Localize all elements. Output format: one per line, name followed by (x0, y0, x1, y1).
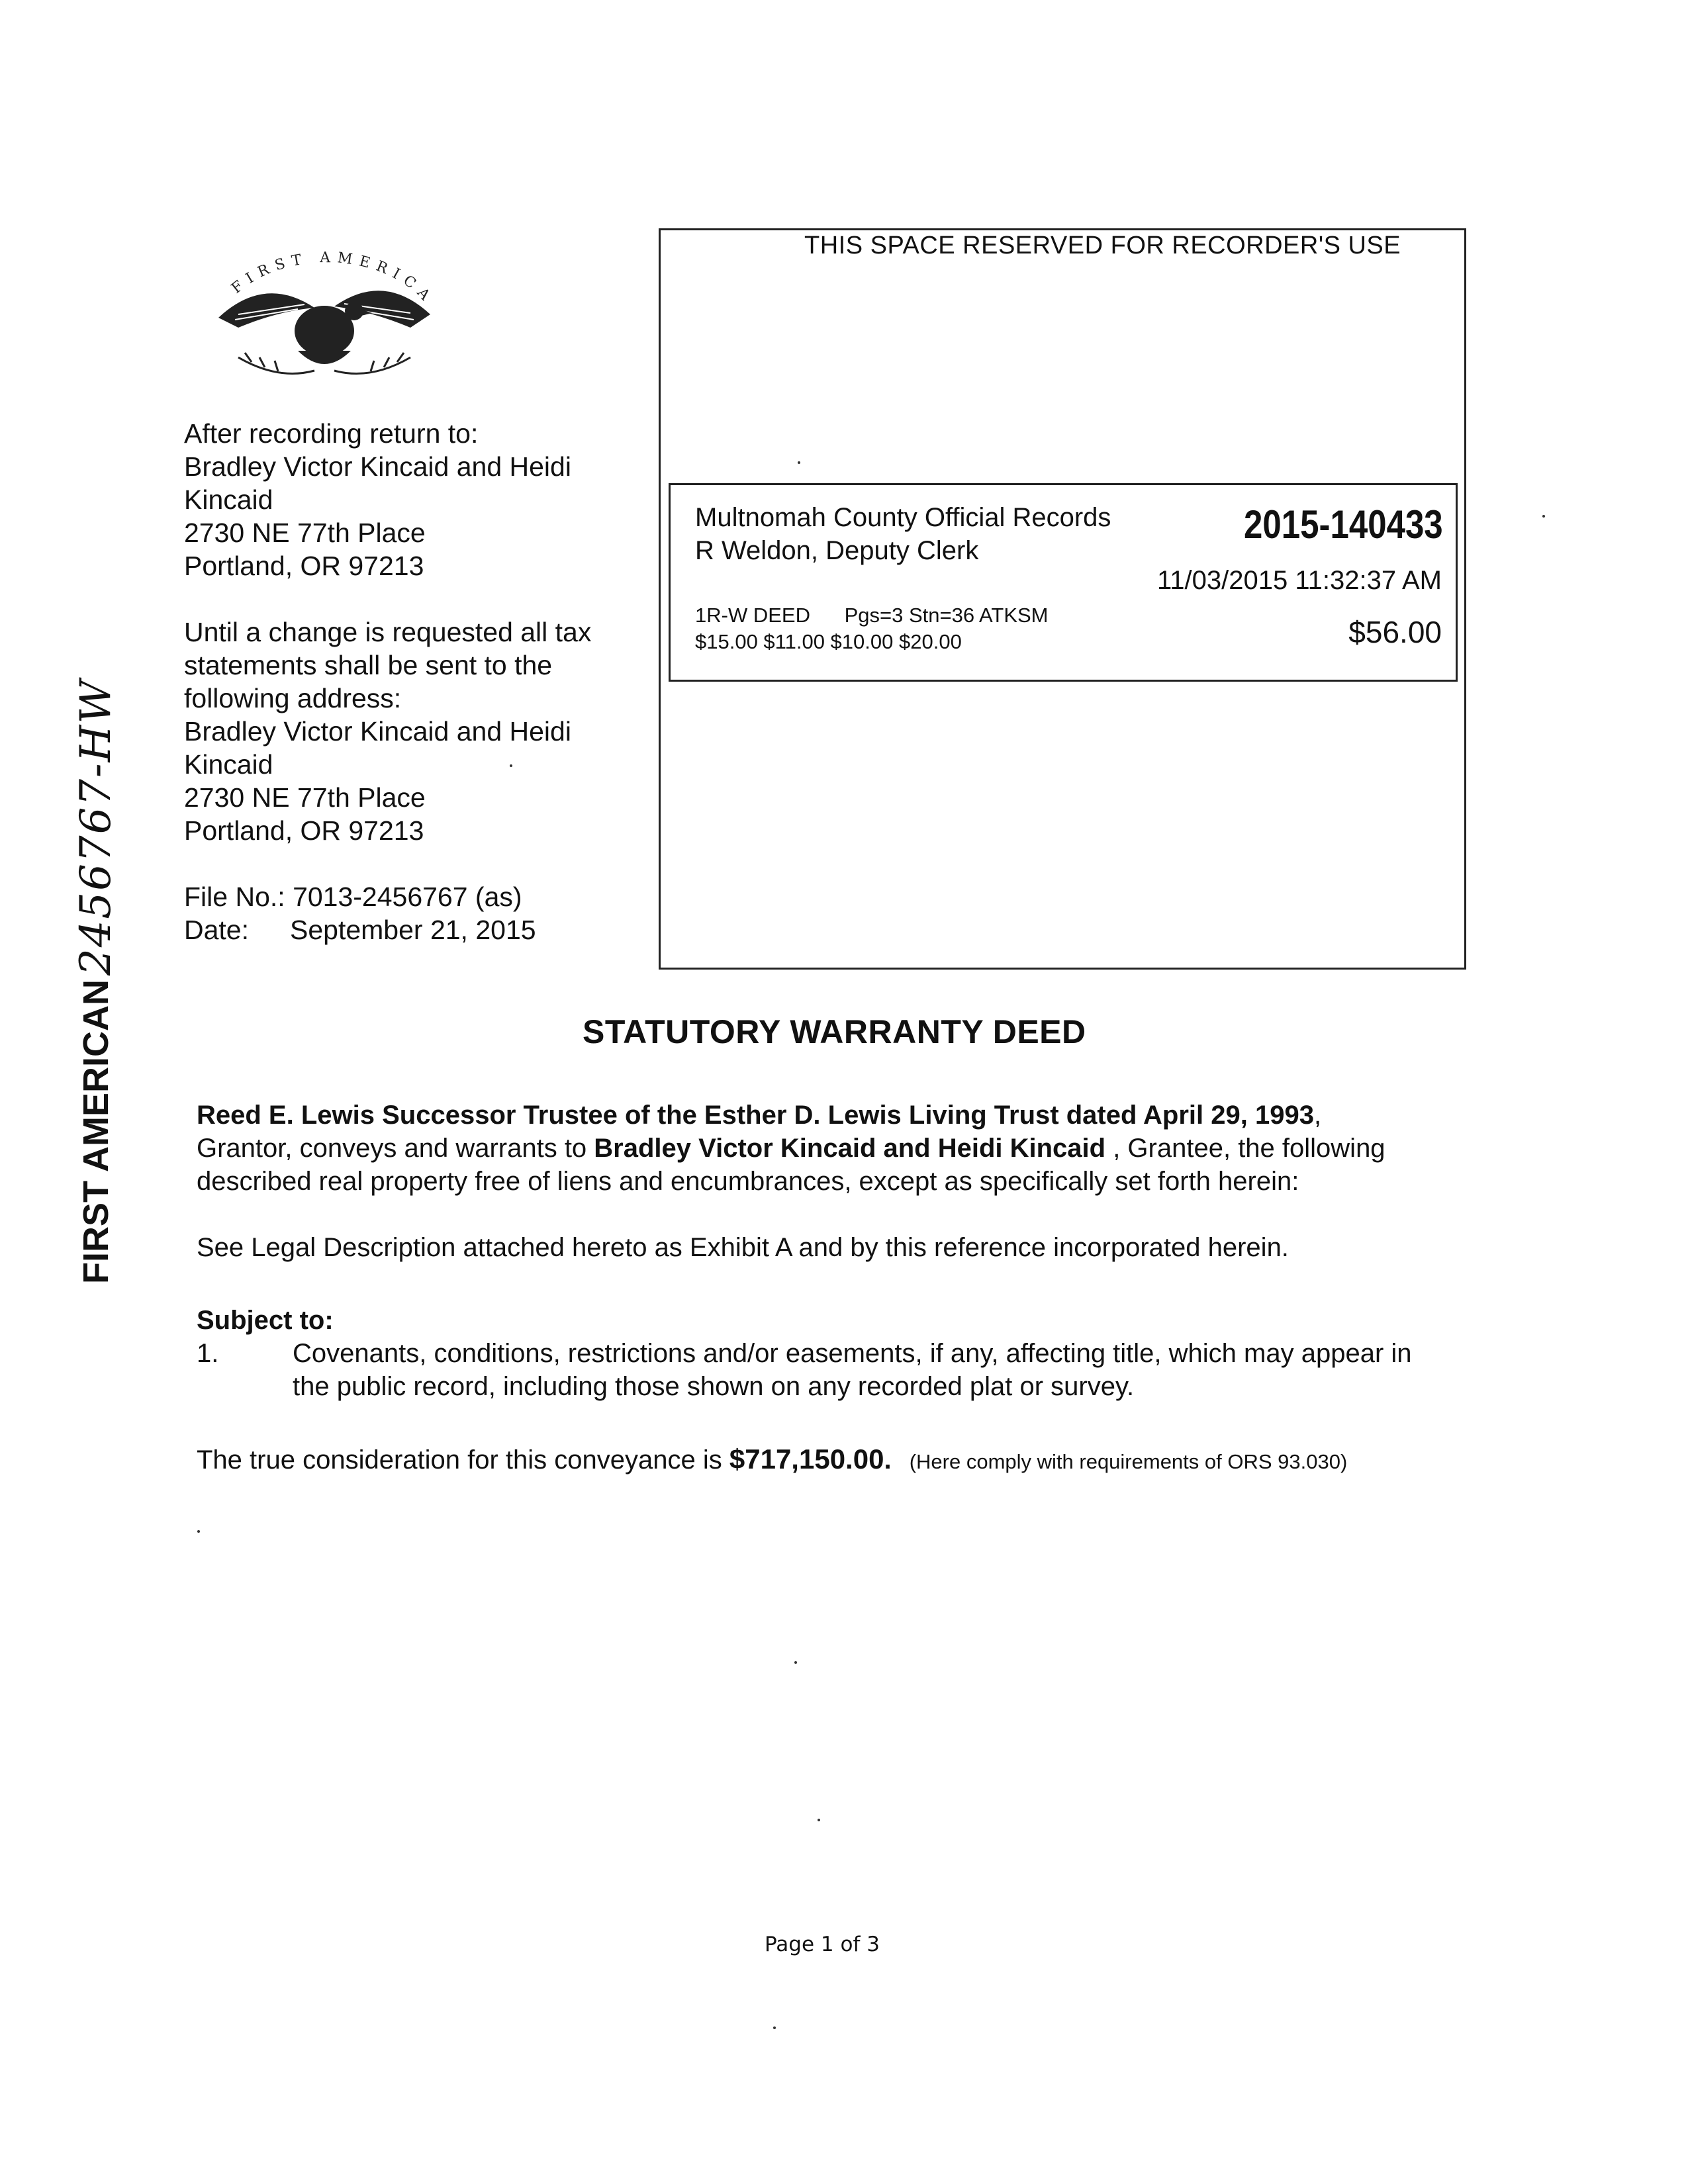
stamp-record-number: 2015-140433 (1244, 502, 1443, 547)
page-number: Page 1 of 3 (765, 1933, 880, 1956)
recorder-box-title: THIS SPACE RESERVED FOR RECORDER'S USE (804, 232, 1401, 259)
consideration (197, 1443, 1347, 1479)
tax-street: 2730 NE 77th Place (184, 782, 426, 813)
return-to-heading: After recording return to: (184, 418, 479, 449)
subject-item-number: 1. (197, 1339, 219, 1368)
scan-speck (1542, 515, 1545, 518)
scan-speck (794, 1661, 797, 1664)
scan-speck (510, 764, 512, 767)
grantor-suffix: , (1313, 1101, 1322, 1130)
return-to-street: 2730 NE 77th Place (184, 518, 426, 548)
stamp-clerk: R Weldon, Deputy Clerk (695, 536, 979, 565)
subject-item-1-line2: the public record, including those shown on any recorded plat or survey. (293, 1372, 1135, 1401)
tax-city: Portland, OR 97213 (184, 815, 424, 846)
date-label: Date: (184, 915, 249, 945)
consideration-text: The true consideration for this conveyance is (197, 1445, 729, 1475)
grantor-name: Reed E. Lewis Successor Trustee of the Esther D. Lewis Living Trust dated April 29, 1993 (197, 1101, 1314, 1130)
consideration-amount: $717,150.00 (729, 1443, 884, 1475)
return-to-name-cont: Kincaid (184, 484, 273, 515)
tax-line-2: statements shall be sent to the (184, 650, 553, 680)
deed-body (197, 1099, 1385, 1198)
consideration-note: (Here comply with requirements of ORS 93.030) (909, 1450, 1348, 1473)
scan-speck (773, 2026, 776, 2029)
scan-speck (818, 1819, 820, 1821)
stamp-code-line: 1R-W DEED Pgs=3 Stn=36 ATKSM (695, 604, 1049, 627)
eagle-icon (199, 235, 450, 394)
consideration-period: . (884, 1445, 892, 1475)
tax-name: Bradley Victor Kincaid and Heidi (184, 716, 571, 747)
file-info (184, 880, 536, 946)
grantee-suffix: , Grantee, the following (1105, 1134, 1385, 1163)
subject-item-1 (293, 1337, 1412, 1403)
file-date: September 21, 2015 (290, 915, 536, 945)
scan-speck (798, 461, 800, 464)
first-american-eagle-logo (199, 235, 450, 394)
return-to-name: Bradley Victor Kincaid and Heidi (184, 451, 571, 482)
deed-title: STATUTORY WARRANTY DEED (583, 1013, 1086, 1050)
property-description: described real property free of liens and encumbrances, except as specifically set forth herein: (197, 1167, 1299, 1196)
subject-item-1-line1: Covenants, conditions, restrictions and/or easements, if any, affecting title, which may appear in (293, 1339, 1412, 1368)
stamp-fees: $15.00 $11.00 $10.00 $20.00 (695, 630, 962, 653)
tax-line-1: Until a change is requested all tax (184, 617, 592, 647)
stamp-total: $56.00 (1348, 615, 1442, 649)
tax-name-cont: Kincaid (184, 749, 273, 780)
svg-text:FIRST AMERICAN: FIRST AMERICA (228, 250, 438, 309)
tax-line-3: following address: (184, 683, 402, 713)
side-stamp (70, 678, 122, 1284)
conveys-text: Grantor, conveys and warrants to (197, 1134, 594, 1163)
tax-statements-block (184, 615, 591, 847)
side-stamp-printed: FIRST AMERICAN (76, 979, 116, 1284)
return-to-block (184, 417, 571, 582)
subject-to-heading: Subject to: (197, 1306, 334, 1335)
stamp-datetime: 11/03/2015 11:32:37 AM (1157, 566, 1442, 595)
file-no: 7013-2456767 (as) (293, 882, 522, 912)
grantee-name: Bradley Victor Kincaid and Heidi Kincaid (594, 1134, 1106, 1163)
legal-description: See Legal Description attached hereto as Exhibit A and by this reference incorporated herein. (197, 1233, 1289, 1262)
file-no-label: File No.: (184, 882, 285, 912)
return-to-city: Portland, OR 97213 (184, 551, 424, 581)
scan-speck (197, 1530, 200, 1533)
stamp-office: Multnomah County Official Records (695, 503, 1111, 532)
side-stamp-handwritten: 2456767-HW (71, 678, 120, 976)
